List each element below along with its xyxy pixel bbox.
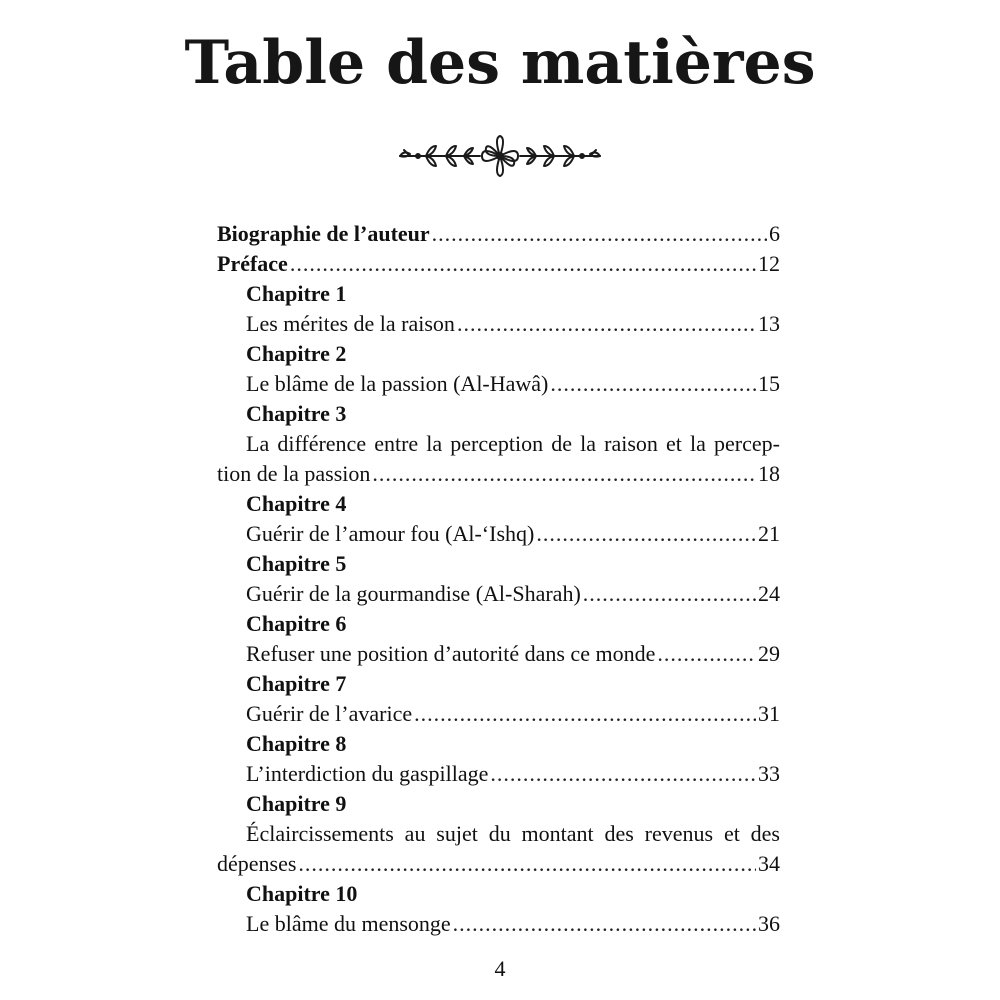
toc-entry-chapter-7[interactable]: [217, 699, 780, 729]
toc-page-number: 15: [758, 371, 780, 396]
dot-leader: [536, 519, 756, 549]
chapter-heading-7: Chapitre 7: [246, 671, 347, 696]
toc-entry-label: Guérir de l’amour fou (Al-‘Ishq): [246, 521, 535, 546]
toc-page-number: 24: [758, 581, 780, 606]
toc-entry-chapter-9[interactable]: [217, 849, 780, 879]
dot-leader: [453, 909, 756, 939]
toc-page-number: 29: [758, 641, 780, 666]
toc-entry-chapter-8[interactable]: [217, 759, 780, 789]
toc-entry-label: L’interdiction du gaspillage: [246, 761, 489, 786]
toc-entry-chapter-3[interactable]: [217, 459, 780, 489]
toc-entry-label: Guérir de la gourmandise (Al-Sharah): [246, 581, 581, 606]
toc-entry-label: Préface: [217, 251, 288, 276]
chapter-heading-1: Chapitre 1: [246, 281, 347, 306]
page-number: 4: [494, 956, 506, 981]
toc-entry-chapter-3-line1[interactable]: La différence entre la perception de la raison et la percep-: [246, 431, 780, 456]
toc-entry-biography[interactable]: [217, 219, 780, 249]
toc-page-number: 31: [758, 701, 780, 726]
toc-entry-chapter-9-line1[interactable]: Éclaircissements au sujet du montant des revenus et des: [246, 821, 780, 846]
page-title: Table des matières: [184, 28, 816, 98]
table-of-contents: [217, 219, 780, 939]
toc-page-number: 13: [758, 311, 780, 336]
toc-page-number: 33: [758, 761, 780, 786]
toc-page-number: 18: [758, 461, 780, 486]
toc-entry-chapter-1[interactable]: [217, 309, 780, 339]
toc-entry-preface[interactable]: [217, 249, 780, 279]
dot-leader: [298, 849, 756, 879]
toc-entry-label: Refuser une position d’autorité dans ce monde: [246, 641, 656, 666]
toc-entry-chapter-10[interactable]: [217, 909, 780, 939]
dot-leader: [290, 249, 756, 279]
toc-entry-label: Les mérites de la raison: [246, 311, 455, 336]
dot-leader: [657, 639, 756, 669]
chapter-heading-5: Chapitre 5: [246, 551, 347, 576]
toc-entry-label: Guérir de l’avarice: [246, 701, 413, 726]
chapter-heading-2: Chapitre 2: [246, 341, 347, 366]
toc-entry-label: tion de la passion: [217, 461, 371, 486]
toc-page-number: 12: [758, 251, 780, 276]
dot-leader: [583, 579, 756, 609]
toc-page-number: 21: [758, 521, 780, 546]
toc-entry-chapter-4[interactable]: [217, 519, 780, 549]
dot-leader: [550, 369, 756, 399]
dot-leader: [432, 219, 767, 249]
dot-leader: [414, 699, 756, 729]
dot-leader: [490, 759, 756, 789]
toc-entry-label: Le blâme du mensonge: [246, 911, 451, 936]
toc-entry-label: dépenses: [217, 851, 297, 876]
toc-page-number: 36: [758, 911, 780, 936]
toc-page-number: 34: [758, 851, 780, 876]
chapter-heading-4: Chapitre 4: [246, 491, 347, 516]
chapter-heading-3: Chapitre 3: [246, 401, 347, 426]
toc-entry-chapter-6[interactable]: [217, 639, 780, 669]
toc-page-number: 6: [769, 221, 780, 246]
floral-divider-icon: [396, 133, 604, 179]
toc-entry-chapter-5[interactable]: [217, 579, 780, 609]
chapter-heading-8: Chapitre 8: [246, 731, 347, 756]
chapter-heading-6: Chapitre 6: [246, 611, 347, 636]
toc-entry-label: Le blâme de la passion (Al-Hawâ): [246, 371, 549, 396]
chapter-heading-10: Chapitre 10: [246, 881, 358, 906]
toc-entry-label: Biographie de l’auteur: [217, 221, 430, 246]
chapter-heading-9: Chapitre 9: [246, 791, 347, 816]
toc-entry-chapter-2[interactable]: [217, 369, 780, 399]
dot-leader: [457, 309, 756, 339]
dot-leader: [372, 459, 756, 489]
